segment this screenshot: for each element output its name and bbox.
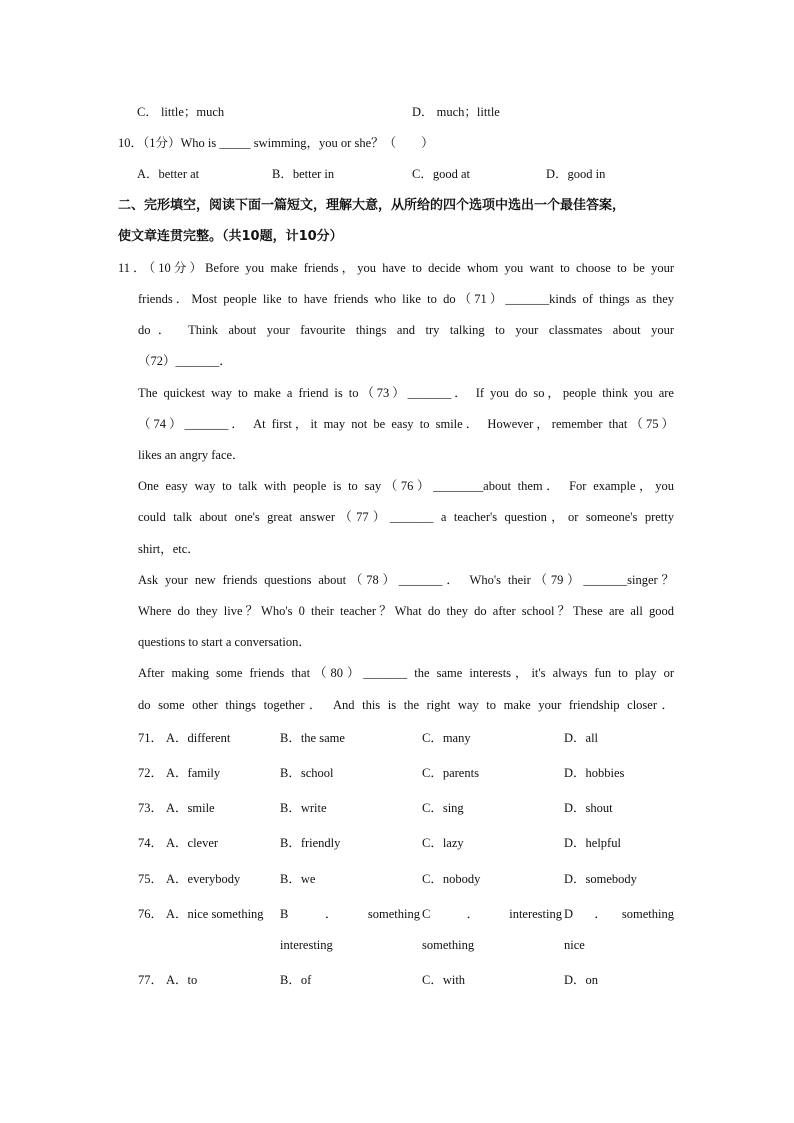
passage-line: do． Think about your favourite things and try talking to your classmates about your xyxy=(138,323,674,337)
option-c: C．lazy xyxy=(422,836,464,850)
option-d-cont: nice xyxy=(564,938,585,952)
option-b-cont: interesting xyxy=(280,938,333,952)
option-num: 77． xyxy=(138,973,164,987)
passage-line: One easy way to talk with people is to say（76）________about them． For example，you xyxy=(138,479,674,493)
q10-option-a: A．better at xyxy=(137,167,200,181)
option-a: A．different xyxy=(166,731,231,745)
option-b: B．friendly xyxy=(280,836,341,850)
q10-option-c: C．good at xyxy=(412,167,470,181)
option-num: 76． xyxy=(138,907,164,921)
option-d: D．on xyxy=(564,973,599,987)
section-heading-line2: 使文章连贯完整。（共10题，计10分） xyxy=(118,229,343,244)
option-a: A．clever xyxy=(166,836,219,850)
q10-stem: 10．（1分）Who is _____ swimming，you or she？（ ） xyxy=(118,136,434,150)
passage-line: Where do they live？Who's 0 their teacher？What do they do after school？These are all good xyxy=(138,604,674,618)
option-c-cont: something xyxy=(422,938,475,952)
option-b: B．school xyxy=(280,766,334,780)
option-d: D ． something xyxy=(564,907,674,921)
option-d: D．hobbies xyxy=(564,766,625,780)
option-c: C．with xyxy=(422,973,466,987)
option-c: C．parents xyxy=(422,766,479,780)
passage-line: friends．Most people like to have friends who like to do（71）_______kinds of things as they xyxy=(138,292,674,306)
option-b: B．the same xyxy=(280,731,345,745)
option-d: D．shout xyxy=(564,801,613,815)
passage-line: likes an angry face． xyxy=(138,448,245,462)
option-num: 71． xyxy=(138,731,164,745)
option-d: D．helpful xyxy=(564,836,621,850)
option-c: C ． interesting xyxy=(422,907,562,921)
option-c: C．sing xyxy=(422,801,464,815)
option-c: C．many xyxy=(422,731,471,745)
option-a: A．family xyxy=(166,766,221,780)
passage-line: 11．（10分）Before you make friends，you have to decide whom you want to choose to be your xyxy=(118,261,674,275)
option-d: D．all xyxy=(564,731,599,745)
option-b: B ． something xyxy=(280,907,420,921)
option-b: B．of xyxy=(280,973,312,987)
passage-line: After making some friends that（80）_______ the same interests，it's always fun to play or xyxy=(138,666,674,680)
q10-option-d: D．good in xyxy=(546,167,606,181)
passage-line: do some other things together． And this is the right way to make your friendship closer． xyxy=(138,698,674,712)
passage-line: shirt，etc． xyxy=(138,542,200,556)
passage-line: questions to start a conversation． xyxy=(138,635,311,649)
option-b: B．we xyxy=(280,872,316,886)
option-a: A．to xyxy=(166,973,198,987)
option-num: 73． xyxy=(138,801,164,815)
passage-line: could talk about one's great answer（77）_______ a teacher's question，or someone's pretty xyxy=(138,510,674,524)
passage-line: （72）_______． xyxy=(138,354,232,368)
option-num: 74． xyxy=(138,836,164,850)
option-a: A．nice something xyxy=(166,907,264,921)
option-a: A．smile xyxy=(166,801,215,815)
option-c: C．nobody xyxy=(422,872,481,886)
option-a: A．everybody xyxy=(166,872,241,886)
q10-option-b: B．better in xyxy=(272,167,335,181)
option-num: 75． xyxy=(138,872,164,886)
option-b: B．write xyxy=(280,801,327,815)
option-d: D．somebody xyxy=(564,872,637,886)
passage-line: Ask your new friends questions about（78）_______． Who's their（79）_______singer？ xyxy=(138,573,674,587)
q9-option-c: C． little；much xyxy=(137,105,225,119)
option-num: 72． xyxy=(138,766,164,780)
passage-line: The quickest way to make a friend is to（73）_______． If you do so，people think you are xyxy=(138,386,674,400)
section-heading-line1: 二、完形填空，阅读下面一篇短文，理解大意，从所给的四个选项中选出一个最佳答案， xyxy=(118,198,626,213)
passage-line: （74）_______． At first，it may not be easy to smile． However，remember that（75） xyxy=(138,417,674,431)
q9-option-d: D． much；little xyxy=(412,105,500,119)
